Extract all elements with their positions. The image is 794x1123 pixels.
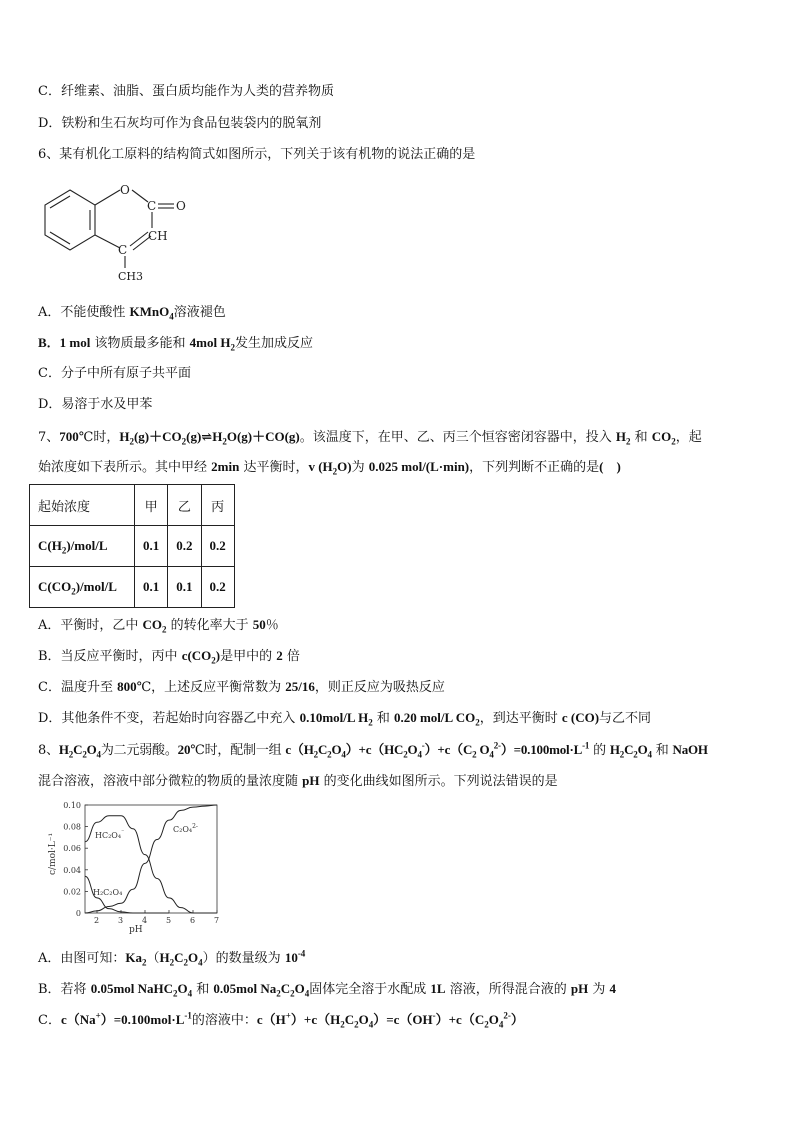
q8-stem-line2: 混合溶液，溶液中部分微粒的物质的量浓度随 pH 的变化曲线如图所示。下列说法错误的是: [38, 773, 558, 789]
mol-label-ch: CH: [148, 229, 168, 243]
table-row: [30, 567, 235, 608]
q6-option-d: D．易溶于水及甲苯: [38, 397, 153, 412]
table-row-label: $C(H_2)/mol/L$: [30, 526, 135, 567]
q7-stem-line2: 始浓度如下表所示。其中甲经 2min 达平衡时，v $(H_2O)$为 0.025 mol/(L·min)，下列判断不正确的是( ): [38, 459, 621, 477]
table-cell: 0.1: [135, 526, 168, 567]
chart-xlabel: pH: [129, 925, 143, 935]
q8-option-b: B．若将 0.05mol $NaHC_2O_4$ 和 0.05mol $Na_2C_2O_4$固体完全溶于水配成 1L 溶液，所得混合液的 pH 为 4: [38, 981, 616, 999]
x-tick-label: 6: [190, 916, 196, 925]
y-tick-label: 0.04: [63, 865, 81, 875]
x-tick-label: 3: [118, 916, 124, 925]
mol-label-ch3: CH3: [118, 270, 144, 283]
q7-option-a: A．平衡时，乙中 $CO_2$ 的转化率大于 50％: [38, 617, 279, 635]
y-tick-label: 0.06: [63, 844, 81, 854]
q6-option-a: A．不能使酸性 KMnO$_4$溶液褪色: [38, 304, 226, 322]
oxalate-distribution-chart: [45, 800, 225, 935]
x-tick-label: 2: [94, 916, 100, 925]
q5-option-c: C．纤维素、油脂、蛋白质均能作为人类的营养物质: [38, 84, 334, 99]
label-hc2o4: HC₂O₄⁻: [95, 829, 125, 840]
table-cell: 0.1: [168, 567, 201, 608]
q7-option-b: B．当反应平衡时，丙中 $c(CO_2)$是甲中的 2 倍: [38, 648, 300, 666]
benzene-ring: [45, 190, 95, 250]
label-c2o4: C₂O₄$^{2-}$: [173, 823, 198, 834]
q5-option-d: D．铁粉和生石灰均可作为食品包装袋内的脱氧剂: [38, 116, 322, 131]
x-tick-label: 7: [214, 916, 220, 925]
q8-stem-line1: 8、$H_2C_2O_4$为二元弱酸。20℃时，配制一组 $c(H_2C_2O_4)+c(HC_2O_4^-)+c(C_2$ $O_4^{2-})=0.100mol\cdot L^{-1}$ 的 $H_2C_2O_4$ 和 NaOH: [38, 740, 708, 760]
table-header: 乙: [168, 485, 201, 526]
mol-label-c3: C: [118, 243, 128, 257]
mol-label-o2: O: [176, 199, 186, 213]
table-header: 起始浓度: [30, 485, 135, 526]
q6-option-c: C．分子中所有原子共平面: [38, 366, 191, 381]
y-tick-label: 0.10: [63, 801, 81, 810]
y-tick-label: 0.02: [63, 887, 81, 897]
q6-stem: 6、某有机化工原料的结构简式如图所示，下列关于该有机物的说法正确的是: [38, 147, 476, 162]
table-header: 甲: [135, 485, 168, 526]
chart-ylabel: c/mol·L⁻¹: [48, 832, 58, 875]
q7-option-c: C．温度升至 800℃，上述反应平衡常数为 25/16，则正反应为吸热反应: [38, 679, 445, 695]
q8-option-c: C．$c(Na^+)=0.100mol\cdot L^{-1}$的溶液中：$c(H^+)+c(H_2C_2O_4)=c(OH^-)+c(C_2O_4^{2-})$: [38, 1010, 524, 1030]
molecule-structure: [40, 180, 200, 290]
table-row-label: $C(CO_2)/mol/L$: [30, 567, 135, 608]
table-cell: 0.2: [168, 526, 201, 567]
q6-option-b: B．1 mol 该物质最多能和 4mol $H_2$发生加成反应: [38, 335, 313, 353]
table-cell: 0.1: [135, 567, 168, 608]
table-header-row: [30, 485, 235, 526]
table-row: [30, 526, 235, 567]
x-tick-label: 5: [166, 916, 172, 925]
mol-label-o: O: [120, 183, 130, 197]
concentration-table: [29, 484, 235, 608]
table-cell: 0.2: [201, 567, 234, 608]
label-h2c2o4: H₂C₂O₄: [93, 888, 123, 897]
table-cell: 0.2: [201, 526, 234, 567]
q7-option-d: D．其他条件不变，若起始时向容器乙中充入 0.10mol/L $H_2$ 和 0.20 mol/L $CO_2$，到达平衡时 c (CO)与乙不同: [38, 710, 652, 728]
q8-option-a: A．由图可知：$Ka_2(H_2C_2O_4)$的数量级为 $10^{-4}$: [38, 948, 306, 968]
x-tick-label: 4: [142, 916, 148, 925]
table-header: 丙: [201, 485, 234, 526]
y-tick-label: 0: [75, 909, 81, 918]
q7-stem-line1: 7、700℃时，$H_2(g)+CO_2(g)\rightleftharpoons H_2O(g)+CO(g)$。该温度下，在甲、乙、丙三个恒容密闭容器中，投入 $H_2$ 和 $CO_2$，起: [38, 429, 702, 447]
mol-label-c: C: [147, 199, 157, 213]
y-tick-label: 0.08: [63, 822, 81, 832]
